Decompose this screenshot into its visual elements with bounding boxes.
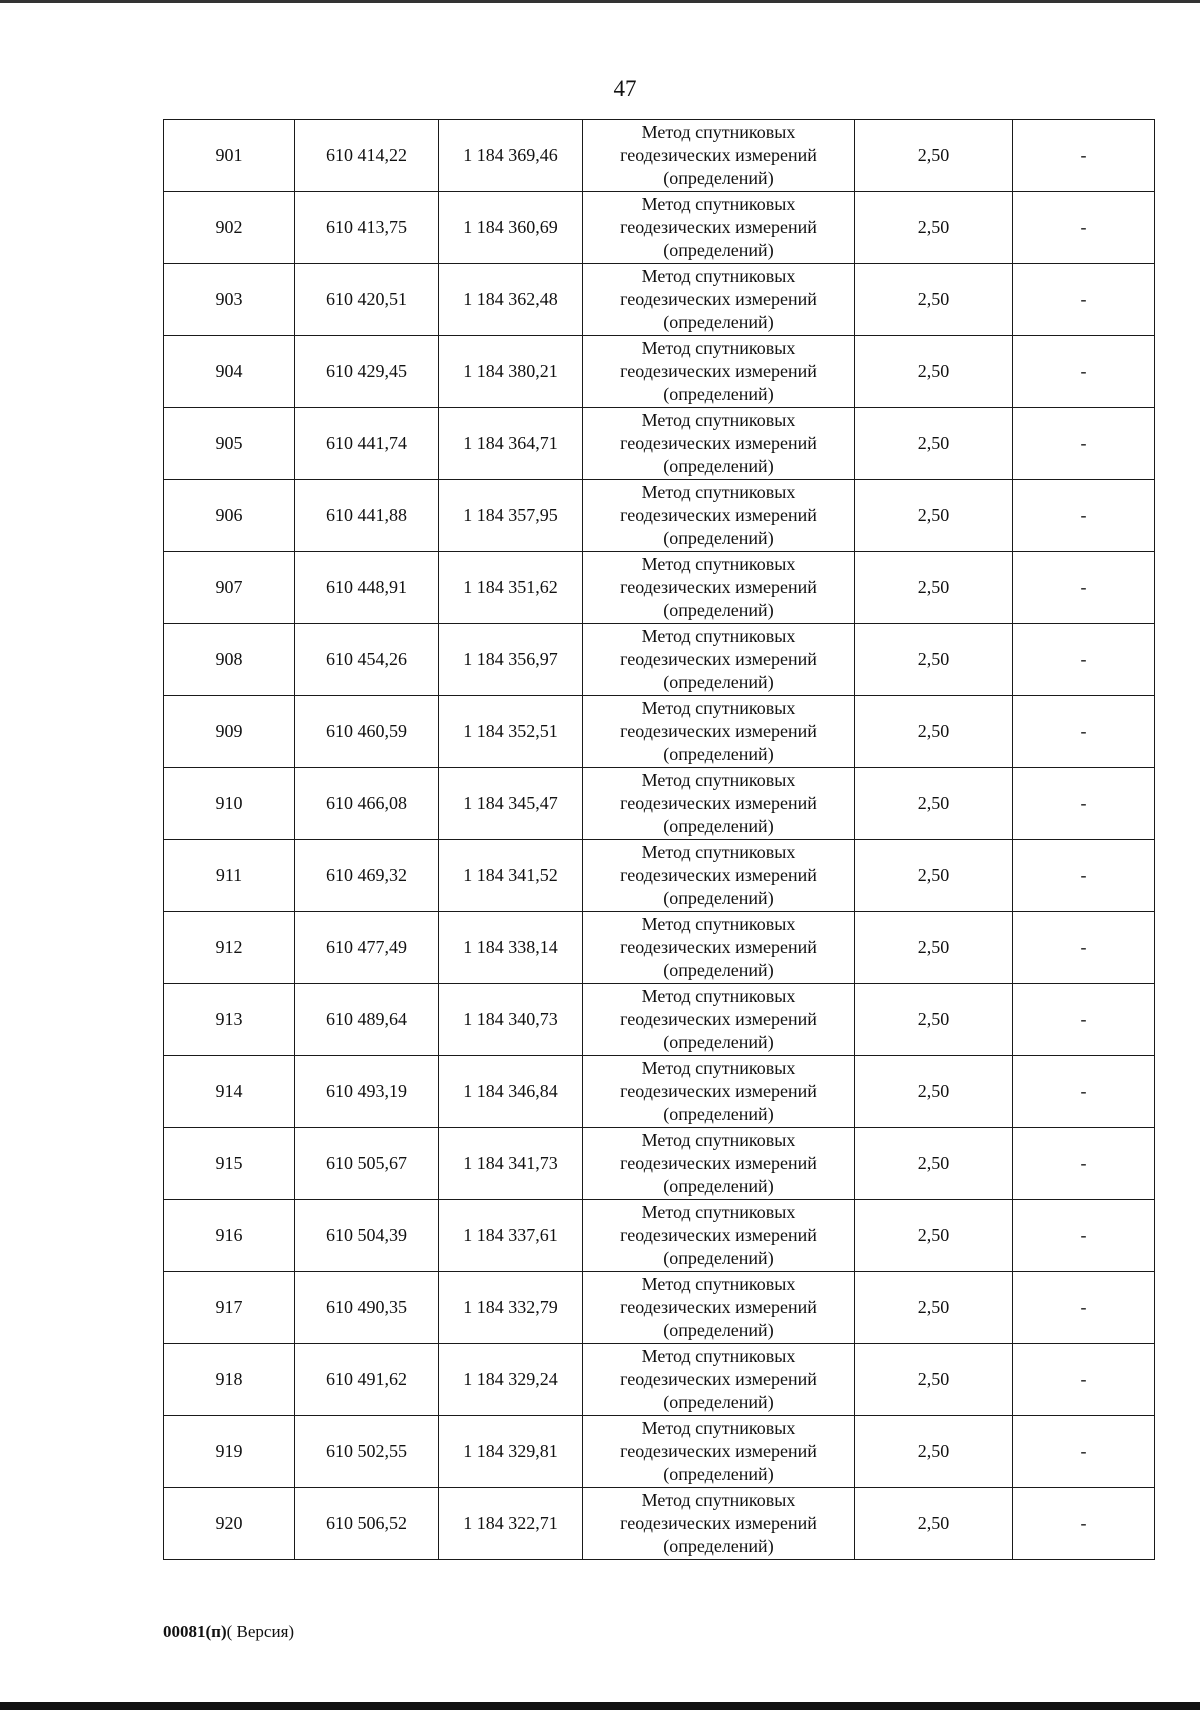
x-coordinate-cell: [295, 1488, 439, 1560]
method-text: Метод спутниковых геодезических измерений (определений): [620, 1490, 817, 1556]
method-cell: [583, 840, 855, 912]
note-text: -: [1080, 1081, 1087, 1101]
method-text: Метод спутниковых геодезических измерений (определений): [620, 1058, 817, 1124]
y-coordinate-text: 1 184 341,73: [463, 1153, 558, 1173]
table-row: [164, 336, 1155, 408]
accuracy-cell: [855, 552, 1013, 624]
accuracy-cell: [855, 264, 1013, 336]
method-text: Метод спутниковых геодезических измерений (определений): [620, 266, 817, 332]
x-coordinate-cell: [295, 336, 439, 408]
table-row: [164, 408, 1155, 480]
coordinates-table-body: [164, 120, 1155, 1560]
note-cell: [1013, 1344, 1155, 1416]
table-row: [164, 1488, 1155, 1560]
note-text: -: [1080, 865, 1087, 885]
accuracy-cell: [855, 1416, 1013, 1488]
method-cell: [583, 336, 855, 408]
method-cell: [583, 480, 855, 552]
note-text: -: [1080, 577, 1087, 597]
table-row: [164, 192, 1155, 264]
method-cell: [583, 1200, 855, 1272]
y-coordinate-cell: [439, 552, 583, 624]
table-row: [164, 1272, 1155, 1344]
x-coordinate-text: 610 502,55: [326, 1441, 407, 1461]
accuracy-cell: [855, 1128, 1013, 1200]
document-footer: [163, 1622, 294, 1642]
note-cell: [1013, 696, 1155, 768]
point-number-cell: [164, 1272, 295, 1344]
note-text: -: [1080, 289, 1087, 309]
point-number-text: 910: [215, 793, 243, 813]
note-cell: [1013, 1128, 1155, 1200]
x-coordinate-text: 610 491,62: [326, 1369, 407, 1389]
accuracy-cell: [855, 984, 1013, 1056]
point-number-text: 909: [215, 721, 243, 741]
table-row: [164, 1200, 1155, 1272]
point-number-cell: [164, 768, 295, 840]
note-text: -: [1080, 1513, 1087, 1533]
note-cell: [1013, 1200, 1155, 1272]
x-coordinate-cell: [295, 408, 439, 480]
accuracy-cell: [855, 696, 1013, 768]
point-number-cell: [164, 480, 295, 552]
accuracy-text: 2,50: [917, 1009, 950, 1029]
x-coordinate-cell: [295, 120, 439, 192]
table-row: [164, 696, 1155, 768]
table-row: [164, 912, 1155, 984]
method-text: Метод спутниковых геодезических измерений (определений): [620, 482, 817, 548]
y-coordinate-text: 1 184 341,52: [463, 865, 558, 885]
x-coordinate-cell: [295, 1272, 439, 1344]
x-coordinate-cell: [295, 192, 439, 264]
y-coordinate-text: 1 184 364,71: [463, 433, 558, 453]
accuracy-cell: [855, 840, 1013, 912]
method-text: Метод спутниковых геодезических измерений (определений): [620, 1346, 817, 1412]
point-number-text: 911: [215, 865, 243, 885]
x-coordinate-cell: [295, 1200, 439, 1272]
accuracy-text: 2,50: [917, 937, 950, 957]
accuracy-text: 2,50: [917, 1297, 950, 1317]
y-coordinate-cell: [439, 408, 583, 480]
method-cell: [583, 120, 855, 192]
x-coordinate-text: 610 460,59: [326, 721, 407, 741]
y-coordinate-cell: [439, 984, 583, 1056]
method-text: Метод спутниковых геодезических измерений (определений): [620, 842, 817, 908]
x-coordinate-text: 610 466,08: [326, 793, 407, 813]
note-text: -: [1080, 1009, 1087, 1029]
method-cell: [583, 408, 855, 480]
accuracy-text: 2,50: [917, 1153, 950, 1173]
accuracy-text: 2,50: [917, 1081, 950, 1101]
y-coordinate-cell: [439, 624, 583, 696]
method-cell: [583, 696, 855, 768]
method-cell: [583, 1056, 855, 1128]
point-number-cell: [164, 1200, 295, 1272]
x-coordinate-text: 610 469,32: [326, 865, 407, 885]
x-coordinate-cell: [295, 912, 439, 984]
y-coordinate-text: 1 184 338,14: [463, 937, 558, 957]
note-text: -: [1080, 361, 1087, 381]
table-row: [164, 1056, 1155, 1128]
accuracy-cell: [855, 336, 1013, 408]
page-number: 47: [613, 76, 637, 101]
y-coordinate-cell: [439, 1416, 583, 1488]
y-coordinate-cell: [439, 1272, 583, 1344]
note-cell: [1013, 264, 1155, 336]
point-number-cell: [164, 1416, 295, 1488]
accuracy-text: 2,50: [917, 289, 950, 309]
accuracy-text: 2,50: [917, 1369, 950, 1389]
x-coordinate-text: 610 477,49: [326, 937, 407, 957]
y-coordinate-text: 1 184 322,71: [463, 1513, 558, 1533]
method-cell: [583, 768, 855, 840]
point-number-cell: [164, 1056, 295, 1128]
note-text: -: [1080, 649, 1087, 669]
table-row: [164, 1128, 1155, 1200]
point-number-text: 907: [215, 577, 243, 597]
y-coordinate-text: 1 184 352,51: [463, 721, 558, 741]
y-coordinate-cell: [439, 336, 583, 408]
accuracy-text: 2,50: [917, 505, 950, 525]
accuracy-cell: [855, 912, 1013, 984]
y-coordinate-text: 1 184 357,95: [463, 505, 558, 525]
table-row: [164, 1416, 1155, 1488]
accuracy-text: 2,50: [917, 1441, 950, 1461]
method-text: Метод спутниковых геодезических измерений (определений): [620, 1130, 817, 1196]
method-cell: [583, 1272, 855, 1344]
note-text: -: [1080, 1225, 1087, 1245]
y-coordinate-cell: [439, 120, 583, 192]
table-row: [164, 552, 1155, 624]
x-coordinate-cell: [295, 1344, 439, 1416]
point-number-text: 915: [215, 1153, 243, 1173]
method-cell: [583, 192, 855, 264]
x-coordinate-cell: [295, 264, 439, 336]
method-cell: [583, 1416, 855, 1488]
y-coordinate-text: 1 184 329,24: [463, 1369, 558, 1389]
note-text: -: [1080, 793, 1087, 813]
method-cell: [583, 264, 855, 336]
note-text: -: [1080, 145, 1087, 165]
note-cell: [1013, 624, 1155, 696]
table-row: [164, 984, 1155, 1056]
accuracy-cell: [855, 480, 1013, 552]
note-cell: [1013, 336, 1155, 408]
note-text: -: [1080, 505, 1087, 525]
method-text: Метод спутниковых геодезических измерений (определений): [620, 698, 817, 764]
y-coordinate-cell: [439, 696, 583, 768]
accuracy-cell: [855, 408, 1013, 480]
x-coordinate-text: 610 420,51: [326, 289, 407, 309]
y-coordinate-text: 1 184 340,73: [463, 1009, 558, 1029]
point-number-cell: [164, 1344, 295, 1416]
y-coordinate-text: 1 184 329,81: [463, 1441, 558, 1461]
table-row: [164, 1344, 1155, 1416]
accuracy-text: 2,50: [917, 721, 950, 741]
accuracy-cell: [855, 1344, 1013, 1416]
point-number-text: 920: [215, 1513, 243, 1533]
accuracy-text: 2,50: [917, 145, 950, 165]
x-coordinate-text: 610 506,52: [326, 1513, 407, 1533]
method-text: Метод спутниковых геодезических измерений (определений): [620, 770, 817, 836]
note-cell: [1013, 912, 1155, 984]
accuracy-text: 2,50: [917, 1225, 950, 1245]
y-coordinate-cell: [439, 1056, 583, 1128]
x-coordinate-cell: [295, 624, 439, 696]
note-text: -: [1080, 1153, 1087, 1173]
method-text: Метод спутниковых геодезических измерений (определений): [620, 410, 817, 476]
note-cell: [1013, 1488, 1155, 1560]
accuracy-text: 2,50: [917, 865, 950, 885]
y-coordinate-cell: [439, 264, 583, 336]
y-coordinate-cell: [439, 1128, 583, 1200]
y-coordinate-text: 1 184 380,21: [463, 361, 558, 381]
x-coordinate-text: 610 493,19: [326, 1081, 407, 1101]
point-number-cell: [164, 912, 295, 984]
accuracy-cell: [855, 192, 1013, 264]
accuracy-text: 2,50: [917, 577, 950, 597]
x-coordinate-cell: [295, 480, 439, 552]
point-number-cell: [164, 336, 295, 408]
method-text: Метод спутниковых геодезических измерений (определений): [620, 194, 817, 260]
x-coordinate-cell: [295, 1416, 439, 1488]
point-number-text: 904: [215, 361, 243, 381]
point-number-cell: [164, 624, 295, 696]
table-row: [164, 840, 1155, 912]
x-coordinate-cell: [295, 1056, 439, 1128]
x-coordinate-text: 610 414,22: [326, 145, 407, 165]
note-text: -: [1080, 1297, 1087, 1317]
y-coordinate-cell: [439, 1200, 583, 1272]
y-coordinate-text: 1 184 360,69: [463, 217, 558, 237]
method-text: Метод спутниковых геодезических измерений (определений): [620, 986, 817, 1052]
method-text: Метод спутниковых геодезических измерений (определений): [620, 122, 817, 188]
point-number-text: 919: [215, 1441, 243, 1461]
method-text: Метод спутниковых геодезических измерений (определений): [620, 1202, 817, 1268]
method-cell: [583, 912, 855, 984]
x-coordinate-text: 610 489,64: [326, 1009, 407, 1029]
y-coordinate-cell: [439, 1344, 583, 1416]
method-cell: [583, 984, 855, 1056]
x-coordinate-text: 610 429,45: [326, 361, 407, 381]
point-number-cell: [164, 552, 295, 624]
point-number-cell: [164, 192, 295, 264]
x-coordinate-cell: [295, 984, 439, 1056]
accuracy-text: 2,50: [917, 649, 950, 669]
y-coordinate-cell: [439, 1488, 583, 1560]
accuracy-cell: [855, 768, 1013, 840]
point-number-cell: [164, 840, 295, 912]
note-cell: [1013, 1272, 1155, 1344]
point-number-text: 918: [215, 1369, 243, 1389]
x-coordinate-text: 610 441,88: [326, 505, 407, 525]
x-coordinate-cell: [295, 552, 439, 624]
point-number-cell: [164, 264, 295, 336]
y-coordinate-text: 1 184 345,47: [463, 793, 558, 813]
method-text: Метод спутниковых геодезических измерений (определений): [620, 626, 817, 692]
accuracy-cell: [855, 1200, 1013, 1272]
point-number-text: 916: [215, 1225, 243, 1245]
point-number-text: 908: [215, 649, 243, 669]
x-coordinate-text: 610 505,67: [326, 1153, 407, 1173]
table-row: [164, 120, 1155, 192]
x-coordinate-cell: [295, 1128, 439, 1200]
note-cell: [1013, 120, 1155, 192]
y-coordinate-text: 1 184 337,61: [463, 1225, 558, 1245]
point-number-text: 905: [215, 433, 243, 453]
accuracy-text: 2,50: [917, 1513, 950, 1533]
x-coordinate-text: 610 490,35: [326, 1297, 407, 1317]
point-number-text: 913: [215, 1009, 243, 1029]
note-text: -: [1080, 937, 1087, 957]
point-number-text: 917: [215, 1297, 243, 1317]
note-text: -: [1080, 721, 1087, 741]
method-cell: [583, 624, 855, 696]
method-text: Метод спутниковых геодезических измерений (определений): [620, 1418, 817, 1484]
coordinates-table: [163, 119, 1155, 1560]
method-text: Метод спутниковых геодезических измерений (определений): [620, 338, 817, 404]
y-coordinate-text: 1 184 369,46: [463, 145, 558, 165]
note-cell: [1013, 480, 1155, 552]
note-cell: [1013, 1056, 1155, 1128]
method-cell: [583, 552, 855, 624]
y-coordinate-cell: [439, 840, 583, 912]
note-cell: [1013, 408, 1155, 480]
table-row: [164, 768, 1155, 840]
x-coordinate-cell: [295, 768, 439, 840]
point-number-cell: [164, 408, 295, 480]
y-coordinate-cell: [439, 480, 583, 552]
method-cell: [583, 1128, 855, 1200]
accuracy-cell: [855, 1272, 1013, 1344]
point-number-text: 914: [215, 1081, 243, 1101]
x-coordinate-cell: [295, 696, 439, 768]
method-text: Метод спутниковых геодезических измерений (определений): [620, 554, 817, 620]
note-text: -: [1080, 1369, 1087, 1389]
y-coordinate-text: 1 184 362,48: [463, 289, 558, 309]
accuracy-text: 2,50: [917, 793, 950, 813]
form-code: 00081(п): [163, 1622, 227, 1641]
method-text: Метод спутниковых геодезических измерений (определений): [620, 1274, 817, 1340]
scan-top-edge: [0, 0, 1200, 3]
y-coordinate-text: 1 184 351,62: [463, 577, 558, 597]
point-number-cell: [164, 1488, 295, 1560]
point-number-cell: [164, 120, 295, 192]
accuracy-cell: [855, 120, 1013, 192]
x-coordinate-text: 610 413,75: [326, 217, 407, 237]
y-coordinate-text: 1 184 332,79: [463, 1297, 558, 1317]
method-cell: [583, 1344, 855, 1416]
y-coordinate-cell: [439, 912, 583, 984]
version-label: ( Версия): [226, 1622, 295, 1641]
y-coordinate-cell: [439, 192, 583, 264]
table-row: [164, 624, 1155, 696]
note-cell: [1013, 1416, 1155, 1488]
table-row: [164, 264, 1155, 336]
note-text: -: [1080, 217, 1087, 237]
x-coordinate-text: 610 441,74: [326, 433, 407, 453]
table-row: [164, 480, 1155, 552]
method-cell: [583, 1488, 855, 1560]
method-text: Метод спутниковых геодезических измерений (определений): [620, 914, 817, 980]
x-coordinate-text: 610 504,39: [326, 1225, 407, 1245]
point-number-text: 902: [215, 217, 243, 237]
accuracy-text: 2,50: [917, 361, 950, 381]
note-text: -: [1080, 1441, 1087, 1461]
note-text: -: [1080, 433, 1087, 453]
x-coordinate-text: 610 454,26: [326, 649, 407, 669]
accuracy-cell: [855, 1056, 1013, 1128]
y-coordinate-text: 1 184 356,97: [463, 649, 558, 669]
accuracy-text: 2,50: [917, 433, 950, 453]
y-coordinate-text: 1 184 346,84: [463, 1081, 558, 1101]
accuracy-cell: [855, 624, 1013, 696]
point-number-cell: [164, 984, 295, 1056]
y-coordinate-cell: [439, 768, 583, 840]
point-number-cell: [164, 1128, 295, 1200]
x-coordinate-cell: [295, 840, 439, 912]
point-number-cell: [164, 696, 295, 768]
point-number-text: 901: [215, 145, 243, 165]
point-number-text: 903: [215, 289, 243, 309]
point-number-text: 906: [215, 505, 243, 525]
note-cell: [1013, 984, 1155, 1056]
x-coordinate-text: 610 448,91: [326, 577, 407, 597]
note-cell: [1013, 192, 1155, 264]
accuracy-text: 2,50: [917, 217, 950, 237]
scan-bottom-edge: [0, 1702, 1200, 1710]
point-number-text: 912: [215, 937, 243, 957]
note-cell: [1013, 552, 1155, 624]
note-cell: [1013, 768, 1155, 840]
accuracy-cell: [855, 1488, 1013, 1560]
note-cell: [1013, 840, 1155, 912]
